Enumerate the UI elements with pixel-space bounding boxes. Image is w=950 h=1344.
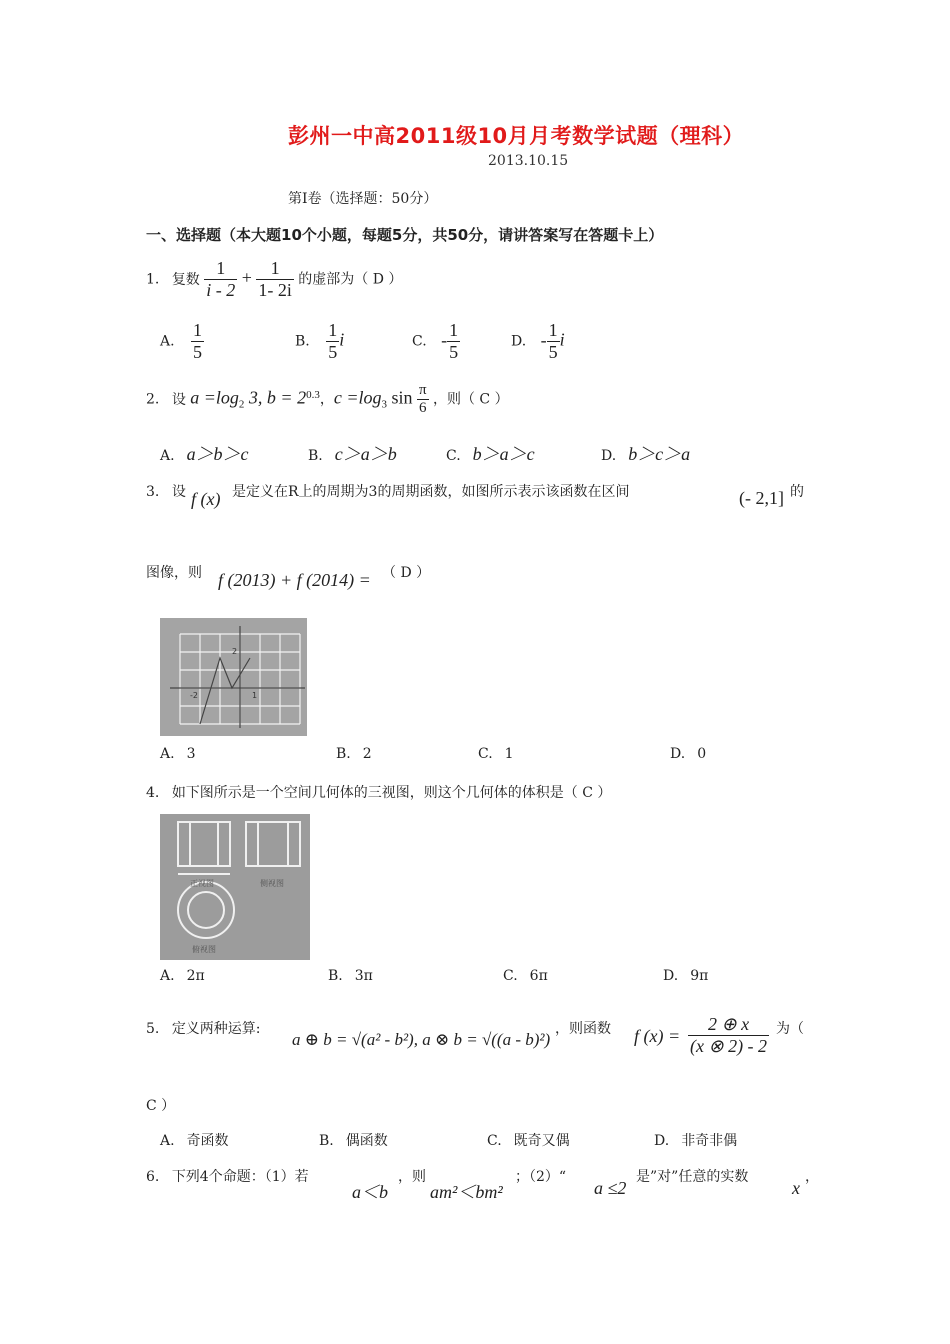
fraction: $\frac{1}{i - 2}$: [206, 258, 236, 300]
section-heading: 一、选择题（本大题10个小题，每题5分，共50分，请讲答案写在答题卡上）: [146, 226, 664, 244]
option-c: C. b＞a＞c: [446, 444, 535, 464]
plus-sign: +: [241, 267, 252, 288]
question-text: ，: [805, 1169, 819, 1185]
question-text: 复数: [171, 271, 200, 288]
option-a: A. 2π: [160, 968, 205, 984]
option-c: C. 1: [478, 746, 514, 762]
question-number: 1.: [146, 271, 160, 288]
option-b: B. 偶函数: [319, 1133, 388, 1149]
option-a: A. a＞b＞c: [160, 444, 249, 464]
question-2: 2. 设 $a =\log_2$ 3, $b = 2^{0.3}$，$c =\log_3$ sin $\frac{\pi}{6}$ ，则（ C ）: [146, 382, 509, 416]
question-text: 的: [790, 484, 804, 500]
svg-text:1: 1: [252, 691, 258, 700]
svg-text:2: 2: [232, 647, 238, 656]
question-3-line1: 3. 设: [146, 484, 186, 500]
option-d: D. 非奇非偶: [654, 1133, 738, 1149]
question-text: ；（2）“: [515, 1169, 567, 1185]
option-row: [160, 746, 720, 768]
function-graph-image: [160, 618, 307, 736]
option-row: [160, 968, 720, 990]
operation-definition: a ⊕ b = √(a² - b²), a ⊗ b = √((a - b)²): [292, 1030, 551, 1049]
question-number: 5.: [146, 1021, 160, 1037]
svg-text:-2: -2: [190, 691, 198, 700]
option-a: A. 3: [160, 746, 196, 762]
option-c: C. 6π: [503, 968, 548, 984]
option-d: D. 0: [670, 746, 707, 762]
option-d: D. - $\frac{1}{5}$ i: [511, 320, 565, 362]
svg-text:侧视图: 侧视图: [260, 879, 284, 888]
option-a: A. 奇函数: [160, 1133, 229, 1149]
expression: f (2013) + f (2014) =: [218, 570, 371, 590]
option-a: A. $\frac{1}{5}$: [160, 320, 203, 362]
question-5-line1: 5. 定义两种运算:: [146, 1021, 261, 1037]
question-6: 6. 下列4个命题：（1）若: [146, 1169, 309, 1185]
question-number: 2.: [146, 391, 160, 408]
question-number: 3.: [146, 484, 160, 500]
question-answer: 的虚部为（ D ）: [298, 271, 403, 288]
option-b: B. c＞a＞b: [308, 444, 397, 464]
option-c: C. - $\frac{1}{5}$: [412, 320, 459, 362]
question-text: 为（: [776, 1021, 804, 1037]
interval: (- 2,1]: [739, 488, 784, 508]
condition: a＜b: [352, 1182, 388, 1202]
three-view-icon: [160, 814, 310, 960]
function-fraction: $\frac{2 \oplus x}{(x \otimes 2) - 2}$: [690, 1014, 768, 1056]
question-number: 4.: [146, 785, 160, 801]
graph-icon: [160, 618, 307, 736]
option-b: B. 2: [336, 746, 372, 762]
question-answer: ，则（ C ）: [432, 391, 509, 408]
variable: x: [792, 1178, 800, 1198]
question-text: ，则: [398, 1169, 426, 1185]
option-b: B. $\frac{1}{5}$ i: [295, 320, 345, 362]
function-fx: f (x): [191, 489, 221, 509]
option-c: C. 既奇又偶: [487, 1133, 570, 1149]
condition-2: a ≤2: [594, 1178, 627, 1198]
svg-text:俯视图: 俯视图: [192, 945, 216, 954]
option-d: D. b＞c＞a: [601, 444, 691, 464]
three-view-image: [160, 814, 310, 960]
option-b: B. 3π: [328, 968, 373, 984]
option-d: D. 9π: [663, 968, 709, 984]
question-text: 是”对”任意的实数: [636, 1169, 749, 1185]
question-4: 4. 如下图所示是一个空间几何体的三视图，则这个几何体的体积是（ C ）: [146, 785, 612, 801]
exam-date: 2013.10.15: [488, 153, 569, 169]
fraction: $\frac{1}{1- 2i}$: [258, 258, 292, 300]
option-row: [160, 1130, 780, 1152]
question-answer: C ）: [146, 1098, 176, 1114]
question-text: 是定义在R上的周期为3的周期函数，如图所示表示该函数在区间: [232, 484, 630, 500]
svg-text:正视图: 正视图: [190, 879, 214, 888]
result: am²＜bm²: [430, 1182, 503, 1202]
question-answer: （ D ）: [382, 565, 431, 581]
question-3-line2: 图像，则: [146, 565, 202, 581]
question-number: 6.: [146, 1169, 160, 1185]
exam-title: 彭州一中高2011级10月月考数学试题（理科）: [288, 124, 745, 148]
function-fx: f (x) =: [634, 1026, 681, 1046]
option-row: [160, 440, 720, 466]
question-1: [146, 258, 402, 301]
part-heading: 第I卷（选择题：50分）: [288, 191, 438, 207]
question-text: ，则函数: [555, 1021, 611, 1037]
